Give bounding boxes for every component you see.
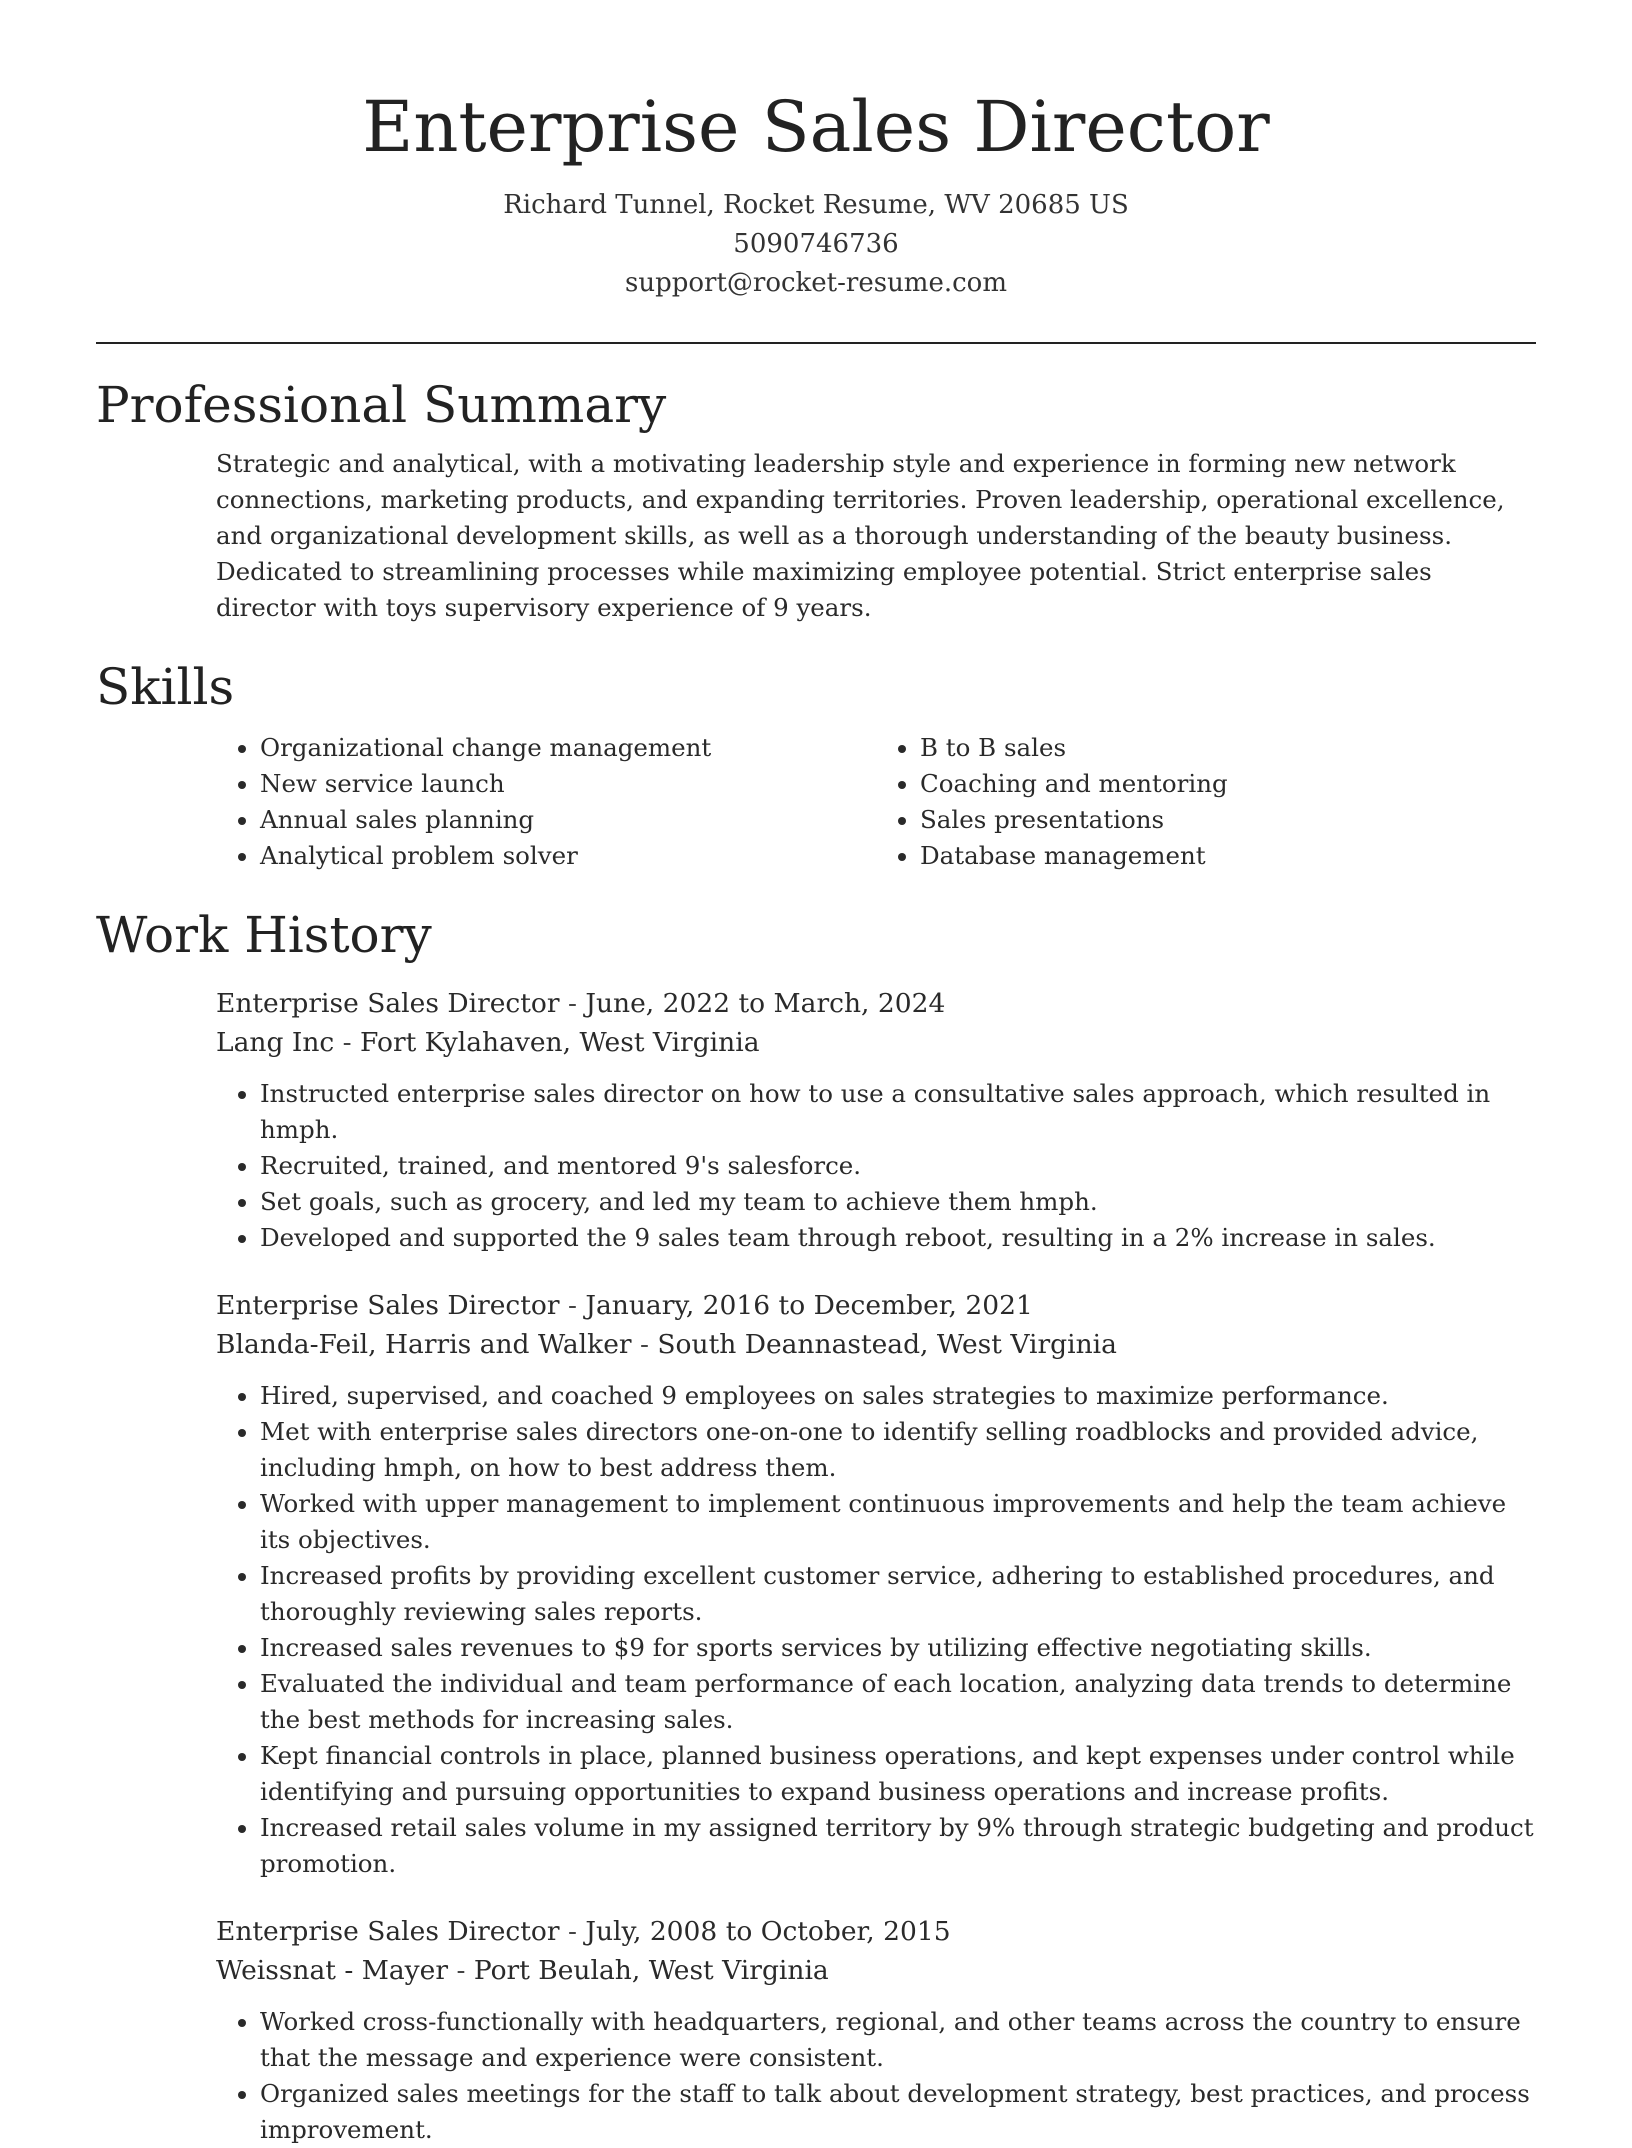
summary-heading: Professional Summary [96, 376, 667, 434]
job-bullet: • Set goals, such as grocery, and led my team to achieve them hmph. [260, 1184, 1536, 1220]
job-title: Enterprise Sales Director [216, 1290, 560, 1321]
job-location: South Deannastead, West Virginia [657, 1329, 1117, 1360]
skills-heading: Skills [96, 658, 235, 716]
job-bullet: • Hired, supervised, and coached 9 employees on sales strategies to maximize performance. [260, 1378, 1536, 1414]
skill-item: • Sales presentations [920, 802, 1536, 838]
job-bullets [216, 1076, 1536, 1256]
job-dates: June, 2022 to March, 2024 [585, 988, 946, 1019]
job-dates: July, 2008 to October, 2015 [585, 1916, 951, 1947]
job-bullets [216, 2004, 1536, 2148]
job-bullet: • Increased retail sales volume in my assigned territory by 9% through strategic budgeting and product promotion. [260, 1810, 1536, 1882]
summary-text: Strategic and analytical, with a motivating leadership style and experience in forming new network connections, marketing products, and expanding territories. Proven leadership, operational excellence, and organizational development skills, as well as a thorough understanding of the beauty business. Dedicated to streamlining processes while maximizing employee potential. Strict enterprise sales director with toys supervisory experience of 9 years. [216, 449, 1505, 622]
separator: - [631, 1329, 658, 1360]
skills-list [216, 730, 1536, 874]
contact-address: Richard Tunnel, Rocket Resume, WV 20685 US [503, 190, 1129, 220]
skill-item: • B to B sales [920, 730, 1536, 766]
skill-item: • Database management [920, 838, 1536, 874]
skill-item: • Coaching and mentoring [920, 766, 1536, 802]
job-bullet: • Worked cross-functionally with headquarters, regional, and other teams across the country to ensure that the message and experience were consistent. [260, 2004, 1536, 2076]
job-company-line [216, 1951, 1536, 1990]
job-location: Fort Kylahaven, West Virginia [360, 1027, 760, 1058]
job-bullet: • Organized sales meetings for the staff to talk about development strategy, best practices, and process improvement. [260, 2076, 1536, 2148]
job-bullet: • Met with enterprise sales directors one-on-one to identify selling roadblocks and provided advice, including hmph, on how to best address them. [260, 1414, 1536, 1486]
job-bullet: • Worked with upper management to implement continuous improvements and help the team achieve its objectives. [260, 1486, 1536, 1558]
separator: - [559, 1290, 586, 1321]
job-company-line [216, 1325, 1536, 1364]
separator: - [448, 1955, 474, 1986]
job-location: Port Beulah, West Virginia [473, 1955, 829, 1986]
separator: - [334, 1027, 361, 1058]
job-bullets [216, 1378, 1536, 1882]
job-bullet: • Increased sales revenues to $9 for sports services by utilizing effective negotiating skills. [260, 1630, 1536, 1666]
job-company: Weissnat - Mayer [216, 1955, 449, 1986]
separator: - [559, 1916, 586, 1947]
job-entry [216, 984, 1536, 1256]
job-title-line [216, 1912, 1536, 1951]
job-bullet: • Developed and supported the 9 sales team through reboot, resulting in a 2% increase in sales. [260, 1220, 1536, 1256]
job-company-line [216, 1023, 1536, 1062]
work-history-heading: Work History [96, 906, 432, 964]
job-bullet: • Instructed enterprise sales director on how to use a consultative sales approach, which resulted in hmph. [260, 1076, 1536, 1148]
job-company: Blanda-Feil, Harris and Walker [216, 1329, 632, 1360]
job-title-line [216, 1286, 1536, 1325]
resume-body [96, 370, 1536, 2148]
job-title: Enterprise Sales Director [216, 1916, 560, 1947]
resume-header [0, 0, 1632, 303]
skills-column-right [876, 730, 1536, 874]
header-divider [96, 342, 1536, 344]
job-title-line [216, 984, 1536, 1023]
contact-email[interactable]: support@rocket-resume.com [624, 268, 1007, 298]
skill-item: • Organizational change management [260, 730, 876, 766]
skill-item: • New service launch [260, 766, 876, 802]
contact-phone: 5090746736 [733, 229, 899, 259]
separator: - [559, 988, 586, 1019]
job-bullet: • Recruited, trained, and mentored 9's salesforce. [260, 1148, 1536, 1184]
job-bullet: • Increased profits by providing excellent customer service, adhering to established procedures, and thoroughly reviewing sales reports. [260, 1558, 1536, 1630]
job-title: Enterprise Sales Director [216, 988, 560, 1019]
job-bullet: • Kept financial controls in place, planned business operations, and kept expenses under control while identifying and pursuing opportunities to expand business operations and increase profits. [260, 1738, 1536, 1810]
job-entry [216, 1286, 1536, 1882]
skills-column-left [216, 730, 876, 874]
job-company: Lang Inc [216, 1027, 335, 1058]
skill-item: • Analytical problem solver [260, 838, 876, 874]
skill-item: • Annual sales planning [260, 802, 876, 838]
job-entry [216, 1912, 1536, 2148]
job-dates: January, 2016 to December, 2021 [585, 1290, 1033, 1321]
contact-block [0, 186, 1632, 303]
resume-title: Enterprise Sales Director [362, 86, 1270, 168]
job-bullet: • Evaluated the individual and team performance of each location, analyzing data trends to determine the best methods for increasing sales. [260, 1666, 1536, 1738]
